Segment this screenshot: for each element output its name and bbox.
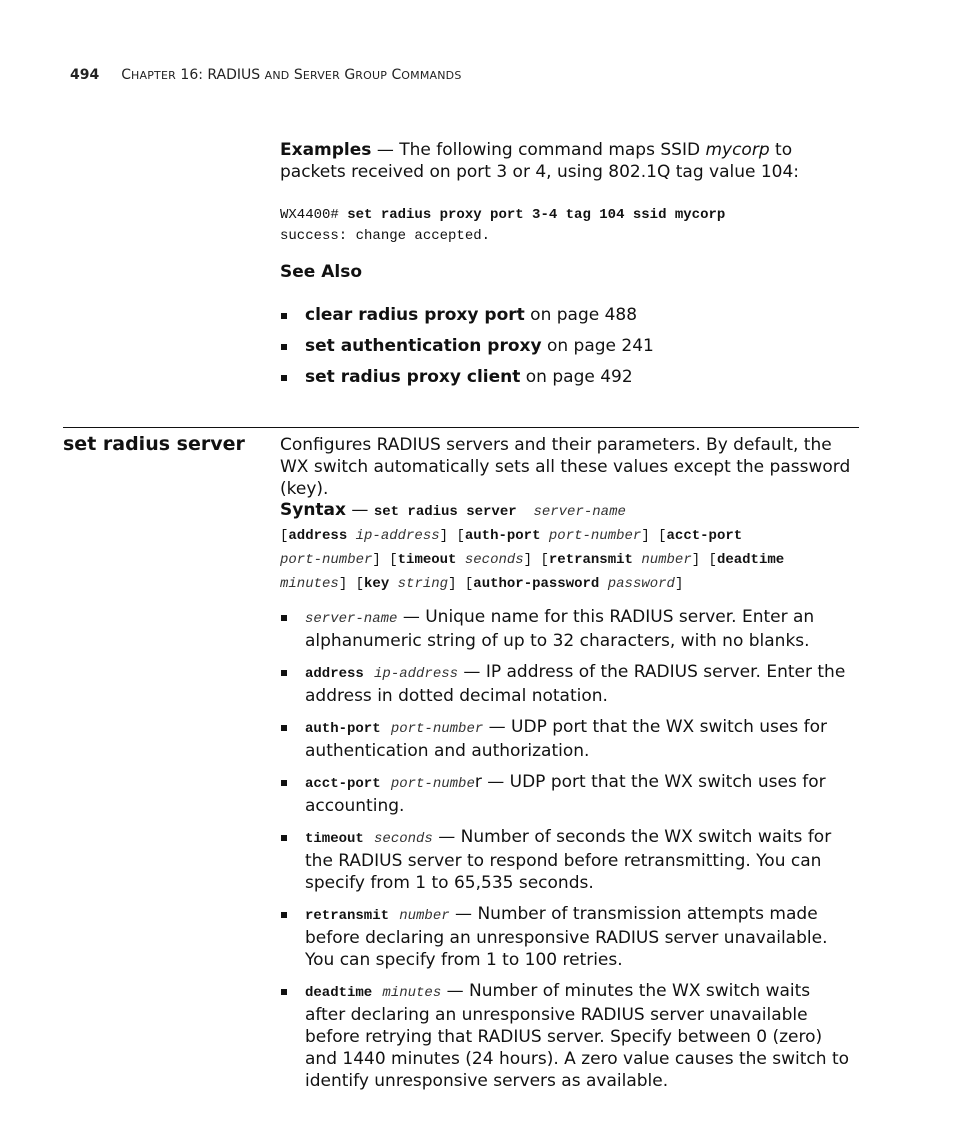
see-also-link[interactable]: clear radius proxy port [305,305,525,325]
running-header [70,67,462,83]
cli-command: set radius proxy port 3-4 tag 104 ssid mycorp [347,207,726,223]
parameter-list [280,606,855,1101]
param-keyword: auth-port [305,721,381,737]
parameter-item: acct-port port-number — UDP port that the WX switch uses for accounting. [280,771,855,817]
param-keyword: deadtime [305,985,373,1001]
see-also-item[interactable]: set radius proxy client on page 492 [280,366,855,388]
param-keyword: timeout [305,831,364,847]
see-also-list [280,304,855,397]
section-divider [63,427,859,428]
parameter-item: retransmit number — Number of transmission attempts made before declaring an unresponsive RADIUS server unavailable. You can specify from 1 to 100 retries. [280,903,855,971]
parameter-item: timeout seconds — Number of seconds the WX switch waits for the RADIUS server to respond before retransmitting. You can specify from 1 to 65,535 seconds. [280,826,855,894]
chapter-title: CHAPTER 16: RADIUS AND SERVER GROUP COMMANDS [121,67,462,83]
param-arg: seconds [374,831,433,847]
page-number: 494 [70,67,100,83]
syntax-command: set radius server [373,504,517,520]
parameter-item: auth-port port-number — UDP port that the WX switch uses for authentication and authorization. [280,716,855,762]
section-title: set radius server [63,433,245,455]
parameter-item: deadtime minutes — Number of minutes the WX switch waits after declaring an unresponsive RADIUS server unavailable before retrying that RADIUS server. Specify between 0 (zero) and 1440 minutes (24 hours). A zero value causes the switch to identify unresponsive servers as available. [280,980,855,1092]
param-keyword: acct-port [305,776,381,792]
syntax-block: Syntax — set radius server server-name [address ip-address] [auth-port port-number] [acct-port port-number] [timeout seconds] [retransmit number] [deadtime minutes] [key string] [author-password password] [280,500,785,592]
param-keyword: retransmit [305,908,390,924]
ssid-name: mycorp [705,140,770,160]
section-intro: Configures RADIUS servers and their parameters. By default, the WX switch automatically sets all these values except the password (key). [280,435,851,499]
parameter-item: address ip-address — IP address of the RADIUS server. Enter the address in dotted decimal notation. [280,661,855,707]
param-arg: number [399,908,450,924]
param-keyword: address [305,666,364,682]
param-arg: server-name [305,611,398,627]
examples-paragraph: Examples — The following command maps SSID mycorp to packets received on port 3 or 4, using 802.1Q tag value 104: [280,140,800,182]
see-also-item[interactable]: set authentication proxy on page 241 [280,335,855,357]
param-arg: ip-address [374,666,459,682]
cli-output: success: change accepted. [280,228,491,244]
see-also-item[interactable]: clear radius proxy port on page 488 [280,304,855,326]
param-arg: port-number [390,721,484,737]
cli-prompt: WX4400# [280,207,348,223]
param-arg: minutes [382,985,442,1001]
example-code-block [280,205,725,247]
see-also-heading: See Also [280,262,363,282]
parameter-item: server-name — Unique name for this RADIUS server. Enter an alphanumeric string of up to 32 characters, with no blanks. [280,606,855,652]
param-arg: port-numbe [390,776,475,792]
syntax-label: Syntax [280,500,346,520]
see-also-link[interactable]: set authentication proxy [305,336,542,356]
see-also-link[interactable]: set radius proxy client [305,367,521,387]
examples-label: Examples [280,140,372,160]
